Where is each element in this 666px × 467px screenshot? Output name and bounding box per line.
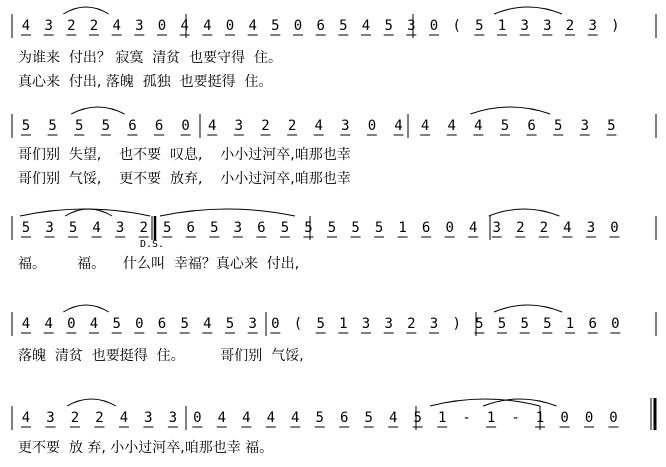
note: 0: [611, 316, 620, 332]
note: 3: [543, 18, 552, 34]
note: 6: [257, 220, 266, 236]
note: 2: [261, 118, 270, 134]
note: 0: [135, 316, 144, 332]
lines-layer: [12, 7, 656, 430]
note: 5: [553, 118, 563, 134]
note: 1: [486, 410, 496, 426]
note: 4: [420, 118, 430, 134]
note: 0: [225, 18, 235, 34]
note: 4: [314, 118, 323, 134]
note: 3: [341, 118, 350, 134]
note: 5: [607, 118, 616, 134]
note: 3: [407, 18, 416, 34]
note: 0: [610, 220, 619, 236]
slur: [20, 209, 150, 216]
note: 5: [304, 220, 313, 236]
note: 3: [168, 410, 178, 426]
slur: [470, 107, 550, 114]
note: (: [293, 316, 303, 332]
note: 0: [584, 410, 594, 426]
note: 5: [413, 410, 422, 426]
note: 4: [21, 18, 31, 34]
lyric-system5-verse1: 更不要 放 弃, 小小过河卒,咱那也幸 福。: [18, 440, 274, 456]
note: 3: [586, 220, 596, 236]
slur: [67, 399, 116, 406]
note: 4: [92, 220, 101, 236]
note: 1: [497, 18, 507, 34]
note: 6: [316, 18, 325, 34]
note: 5: [225, 316, 235, 332]
lyric-system2-verse1: 哥们别 失望, 也不要 叹息, 小小过河卒,咱那也幸: [18, 147, 351, 163]
lyric-system1-verse2: 真心来 付出, 落魄 孤独 也要挺得 住。: [18, 74, 273, 90]
lyric-system2-verse2: 哥们别 气馁, 更不要 放弃, 小小过河卒,咱那也幸: [18, 171, 351, 187]
note: 2: [89, 18, 99, 34]
slur: [63, 305, 108, 312]
lyric-system4-verse1: 落魄 清贫 也要挺得 住。 哥们别 气馁,: [18, 348, 304, 364]
note: 4: [266, 410, 276, 426]
note: 2: [70, 410, 80, 426]
note: 5: [21, 118, 31, 134]
note: 0: [181, 118, 190, 134]
note: 3: [234, 118, 244, 134]
note: 6: [340, 410, 349, 426]
note: 5: [163, 220, 172, 236]
slur: [63, 7, 108, 14]
note: 6: [421, 220, 431, 236]
note: 4: [248, 18, 257, 34]
note: 3: [135, 18, 144, 34]
note: 5: [210, 220, 219, 236]
note: 6: [128, 118, 137, 134]
note: 5: [475, 18, 484, 34]
note: 5: [280, 220, 290, 236]
note: 5: [180, 316, 189, 332]
note: 5: [48, 118, 57, 134]
note: 2: [516, 220, 525, 236]
note: 2: [539, 220, 549, 236]
note: 4: [361, 18, 371, 34]
note: 3: [384, 316, 393, 332]
note: 4: [447, 118, 456, 134]
note: ): [452, 316, 461, 332]
note: 4: [112, 18, 121, 34]
note: 2: [407, 316, 416, 332]
note: 3: [46, 410, 55, 426]
note: 4: [242, 410, 251, 426]
note: 4: [469, 220, 478, 236]
note: 3: [144, 410, 153, 426]
note: 0: [67, 316, 76, 332]
note: 3: [520, 18, 529, 34]
note: 1: [535, 410, 545, 426]
note: 4: [21, 410, 31, 426]
slur: [71, 107, 124, 114]
note: ): [611, 18, 620, 34]
note: 6: [186, 220, 195, 236]
note: 0: [193, 410, 202, 426]
note: 4: [208, 118, 217, 134]
note: 1: [565, 316, 575, 332]
note: 6: [157, 316, 167, 332]
note: 4: [203, 316, 212, 332]
note: 5: [351, 220, 360, 236]
note: 5: [74, 118, 84, 134]
slur: [489, 209, 560, 216]
note: 5: [112, 316, 121, 332]
note: 5: [497, 316, 507, 332]
note: 5: [68, 220, 78, 236]
note: 5: [316, 316, 325, 332]
note: 0: [293, 18, 303, 34]
note: 0: [560, 410, 569, 426]
note: 5: [543, 316, 552, 332]
note: 4: [44, 316, 53, 332]
note: 5: [475, 316, 484, 332]
note: 5: [315, 410, 324, 426]
slur: [483, 399, 556, 406]
note: 0: [271, 316, 280, 332]
note: 2: [565, 18, 575, 34]
note: 4: [180, 18, 189, 34]
note: 4: [394, 118, 403, 134]
note: 2: [287, 118, 297, 134]
note: 3: [361, 316, 371, 332]
note: 5: [364, 410, 373, 426]
note: 5: [520, 316, 529, 332]
note: 5: [339, 18, 348, 34]
note: 4: [21, 316, 31, 332]
note: 0: [367, 118, 377, 134]
note: 4: [119, 410, 129, 426]
note: 3: [580, 118, 590, 134]
note: 2: [67, 18, 76, 34]
note: 4: [474, 118, 483, 134]
note: 3: [429, 316, 439, 332]
note: 2: [139, 220, 148, 236]
note: 1: [437, 410, 447, 426]
note: 6: [527, 118, 536, 134]
note: 4: [217, 410, 227, 426]
note: 3: [492, 220, 501, 236]
lyric-system1-verse1: 为谁来 付出？ 寂寞 清贫 也要守得 住。: [18, 50, 283, 66]
note: (: [452, 18, 461, 34]
slur: [160, 209, 295, 216]
note: 4: [388, 410, 398, 426]
note: 3: [588, 18, 597, 34]
note: 0: [609, 410, 618, 426]
note: 5: [500, 118, 510, 134]
slur: [494, 305, 562, 312]
note: 3: [115, 220, 125, 236]
note: 4: [203, 18, 212, 34]
note: 5: [327, 220, 337, 236]
note: 4: [89, 316, 99, 332]
ds-marking: D.S.: [140, 239, 165, 250]
note: 2: [95, 410, 104, 426]
note: 3: [45, 220, 54, 236]
note: 0: [445, 220, 454, 236]
note: -: [511, 410, 520, 426]
note: 5: [101, 118, 111, 134]
note: 3: [44, 18, 53, 34]
note: -: [462, 410, 471, 426]
note: 5: [384, 18, 393, 34]
note: 5: [271, 18, 280, 34]
slur: [494, 7, 562, 14]
note: 3: [233, 220, 243, 236]
note: 6: [588, 316, 597, 332]
note: 5: [21, 220, 31, 236]
lyric-system3-verse1: 福。 福。 什么叫 幸福？真心来 付出,: [18, 256, 300, 272]
note: 0: [157, 18, 167, 34]
note: 6: [154, 118, 164, 134]
note: 4: [291, 410, 300, 426]
note: 4: [563, 220, 572, 236]
note: 1: [339, 316, 348, 332]
note: 5: [374, 220, 384, 236]
note: 1: [398, 220, 407, 236]
note: 0: [429, 18, 439, 34]
note: 3: [248, 316, 257, 332]
